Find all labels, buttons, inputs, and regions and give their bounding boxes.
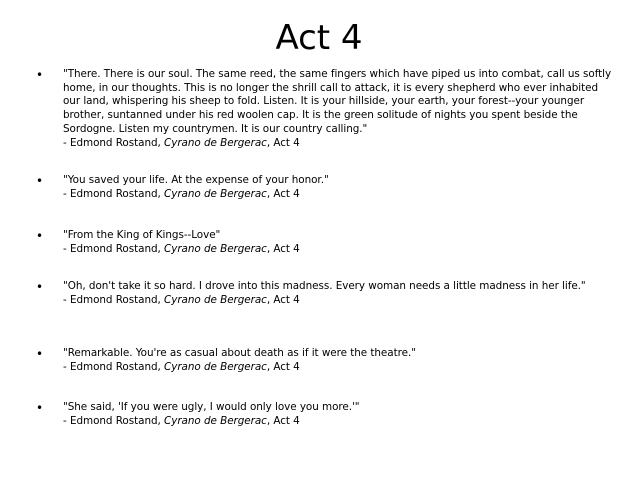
bullet-icon: • — [36, 68, 44, 82]
quote-block — [63, 401, 613, 428]
quote-attribution — [63, 243, 613, 257]
attribution-author: - Edmond Rostand, — [63, 136, 165, 149]
quote-block — [63, 347, 613, 374]
attribution-act: , Act 4 — [266, 242, 300, 255]
quote-attribution — [63, 294, 613, 308]
quote-text: "She said, 'If you were ugly, I would only love you more.'" — [63, 401, 360, 413]
attribution-author: - Edmond Rostand, — [63, 414, 165, 427]
attribution-author: - Edmond Rostand, — [63, 360, 165, 373]
bullet-icon: • — [36, 280, 44, 294]
quote-text: "You saved your life. At the expense of your honor." — [63, 174, 329, 186]
attribution-work: Cyrano de Bergerac — [164, 293, 267, 306]
quote-block — [63, 68, 613, 150]
bullet-icon: • — [36, 347, 44, 361]
quote-attribution — [63, 415, 613, 429]
attribution-author: - Edmond Rostand, — [63, 187, 165, 200]
attribution-work: Cyrano de Bergerac — [164, 360, 267, 373]
quote-text: "Oh, don't take it so hard. I drove into this madness. Every woman needs a little madness in her life." — [63, 280, 586, 292]
quote-block — [63, 280, 613, 307]
bullet-icon: • — [36, 174, 44, 188]
quote-text: "From the King of Kings--Love" — [63, 229, 221, 241]
quote-block — [63, 174, 613, 201]
bullet-icon: • — [36, 401, 44, 415]
attribution-work: Cyrano de Bergerac — [164, 136, 267, 149]
attribution-act: , Act 4 — [266, 136, 300, 149]
bullet-icon: • — [36, 229, 44, 243]
attribution-author: - Edmond Rostand, — [63, 293, 165, 306]
attribution-author: - Edmond Rostand, — [63, 242, 165, 255]
attribution-work: Cyrano de Bergerac — [164, 414, 267, 427]
quote-attribution — [63, 361, 613, 375]
quote-text: "Remarkable. You're as casual about death as if it were the theatre." — [63, 347, 416, 359]
attribution-work: Cyrano de Bergerac — [164, 187, 267, 200]
attribution-act: , Act 4 — [266, 187, 300, 200]
attribution-act: , Act 4 — [266, 360, 300, 373]
quote-text: "There. There is our soul. The same reed, the same fingers which have piped us into combat, call us softly home, in our thoughts. This is no longer the shrill call to attack, it is every shepherd who ever inhabited our land, whispering his sheep to fold. Listen. It is your hillside, your earth, your forest--your younger brother, suntanned under his red woolen cap. It is the green solitude of nights you spent beside the Sordogne. Listen my countrymen. It is our country calling." — [63, 68, 612, 135]
attribution-act: , Act 4 — [266, 293, 300, 306]
slide-title: Act 4 — [275, 18, 363, 58]
quote-attribution — [63, 188, 613, 202]
attribution-work: Cyrano de Bergerac — [164, 242, 267, 255]
quote-attribution — [63, 137, 613, 151]
attribution-act: , Act 4 — [266, 414, 300, 427]
quote-block — [63, 229, 613, 256]
